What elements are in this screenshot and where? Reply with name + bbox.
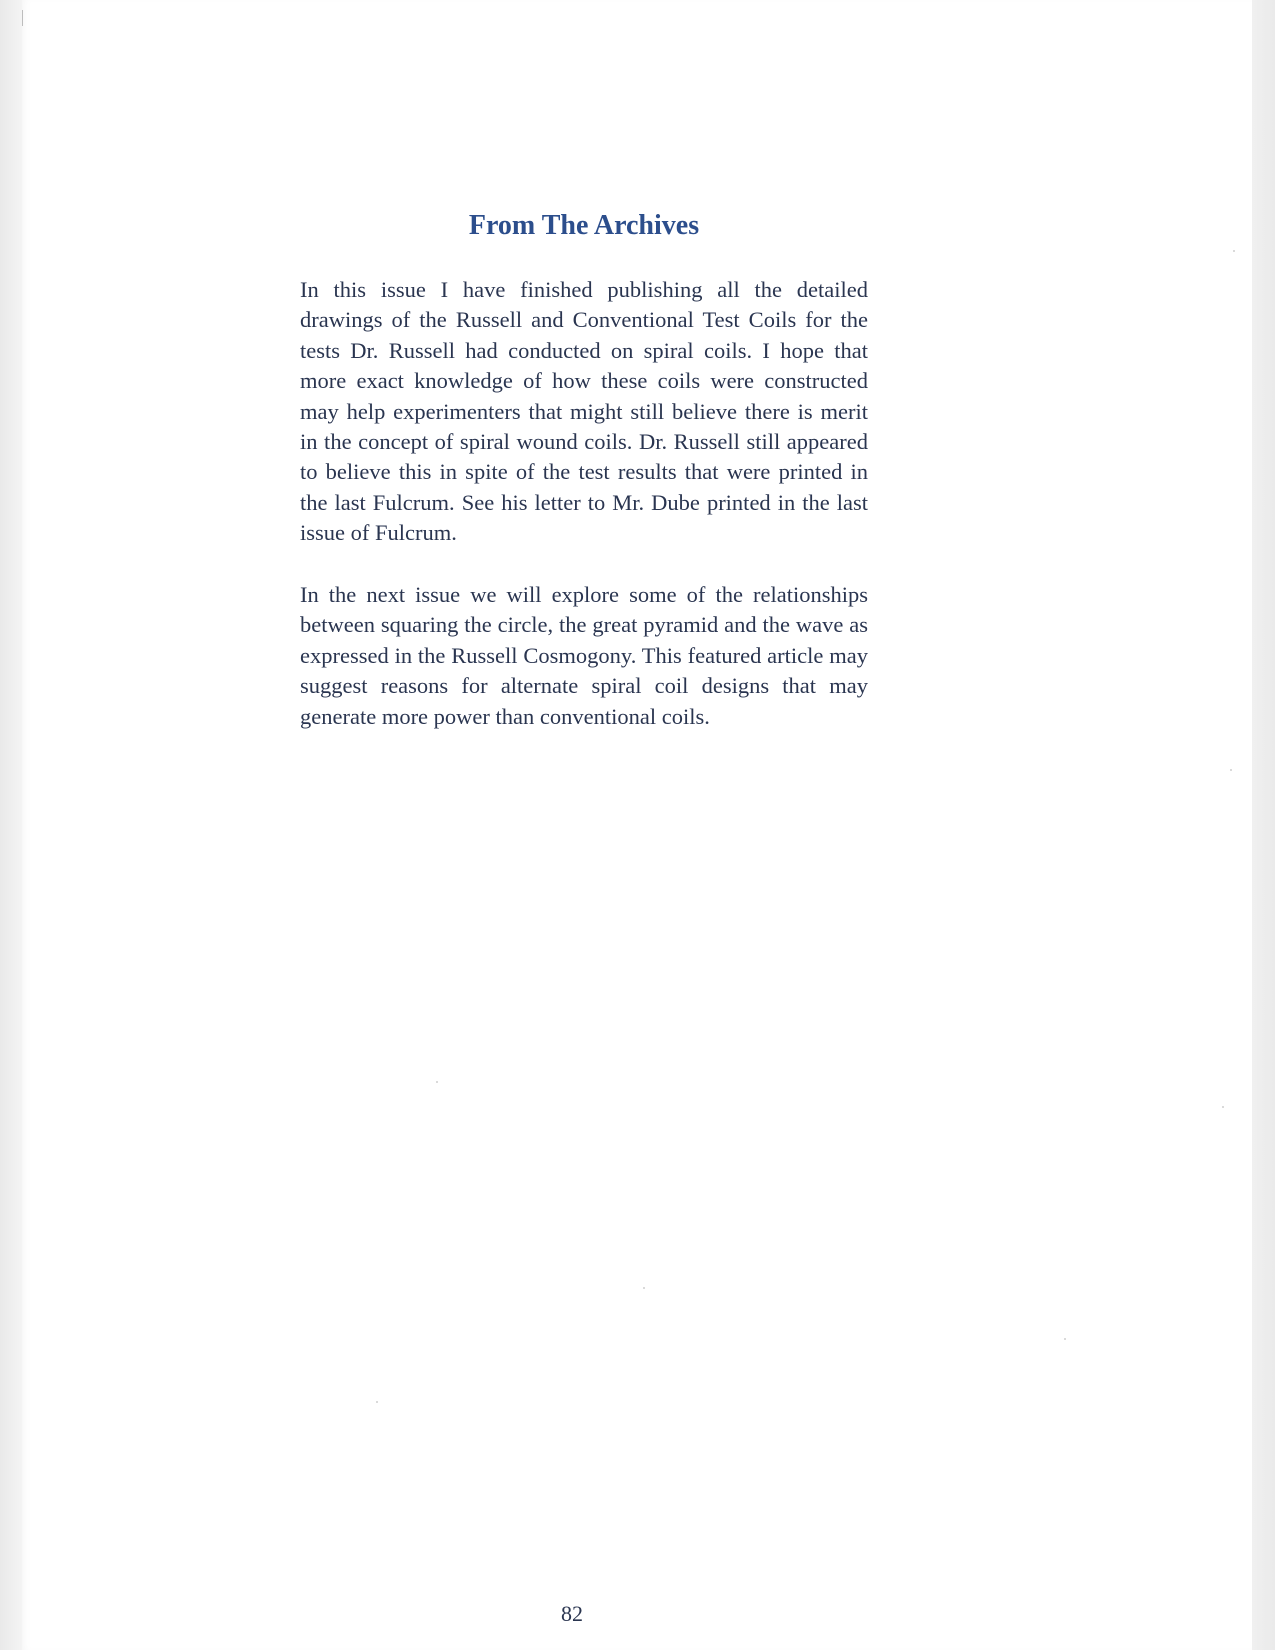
scan-edge-mark xyxy=(22,10,23,26)
scan-speck xyxy=(1230,769,1232,771)
scan-speck xyxy=(436,1081,438,1083)
scan-speck xyxy=(1064,1338,1066,1340)
scan-speck xyxy=(1222,1106,1224,1108)
article-title: From The Archives xyxy=(468,210,700,241)
scan-speck xyxy=(643,1287,645,1289)
scan-speck xyxy=(376,1401,378,1403)
document-page xyxy=(22,0,1252,1650)
article-paragraph: In this issue I have finished publishing all the detailed drawings of the Russell and Conventional Test Coils for the tests Dr. Russell had conducted on spiral coils. I hope that more exact knowledge of how these coils were constructed may help experimenters that might still believe there is merit in the concept of spiral wound coils. Dr. Russell still appeared to believe this in spite of the test results that were printed in the last Fulcrum. See his letter to Mr. Dube printed in the last issue of Fulcrum. xyxy=(300,277,868,546)
article-paragraph: In the next issue we will explore some of the relationships between squaring the circle, the great pyramid and the wave as expressed in the Russell Cosmogony. This featured article may suggest reasons for alternate spiral coil designs that may generate more power than conventional coils. xyxy=(300,582,868,729)
page-number: 82 xyxy=(561,1601,583,1626)
scan-speck xyxy=(1233,250,1235,252)
